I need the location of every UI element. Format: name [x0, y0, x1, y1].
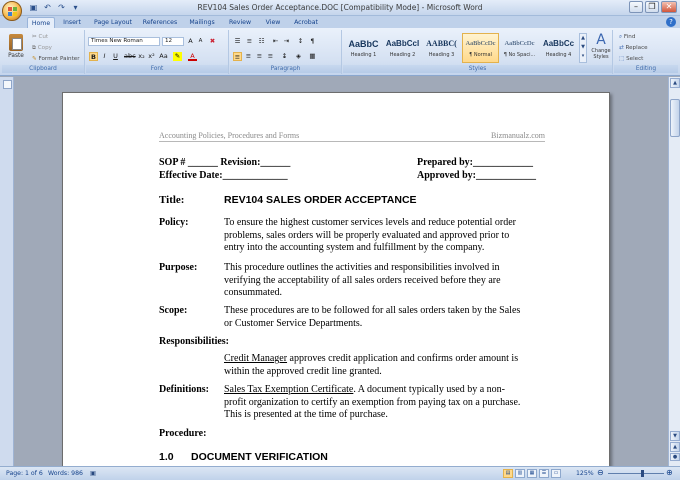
- purpose-line: This procedure outlines the activities and responsibilities involved in: [224, 262, 500, 273]
- paragraph-group-label: Paragraph: [230, 65, 341, 73]
- multilevel-list-icon[interactable]: ☷: [258, 37, 265, 45]
- outline-view-button[interactable]: ☰: [539, 469, 549, 478]
- word-count[interactable]: Words: 986: [48, 470, 83, 477]
- tab-review[interactable]: Review: [228, 19, 252, 26]
- redo-icon[interactable]: ↷: [58, 3, 65, 12]
- effective-date: Effective Date:_____________: [159, 170, 288, 181]
- tab-insert[interactable]: Insert: [63, 19, 81, 26]
- page-count[interactable]: Page: 1 of 6: [6, 470, 43, 477]
- copy-button[interactable]: ⧉ Copy: [32, 45, 52, 51]
- numbering-icon[interactable]: ≡: [246, 37, 253, 45]
- help-icon[interactable]: ?: [666, 17, 676, 27]
- responsibility-line: Credit Manager approves credit application and confirms order amount is: [224, 353, 519, 364]
- tab-view[interactable]: View: [265, 19, 281, 26]
- full-screen-view-button[interactable]: ▥: [515, 469, 525, 478]
- vertical-scrollbar[interactable]: [668, 77, 680, 466]
- grow-font-icon[interactable]: A: [188, 37, 193, 45]
- style-heading-1[interactable]: AaBbC Heading 1: [348, 39, 379, 58]
- decrease-indent-icon[interactable]: ⇤: [272, 37, 279, 45]
- change-case-icon[interactable]: Aa: [159, 52, 168, 60]
- header-right: Bizmanualz.com: [491, 131, 545, 140]
- ribbon-tabs: [0, 16, 680, 28]
- status-bar: [0, 466, 680, 480]
- font-color-icon[interactable]: A: [188, 52, 197, 61]
- definition-line: This is presented at the time of purchase.: [224, 409, 388, 420]
- highlight-icon[interactable]: ✎: [174, 52, 181, 60]
- brush-icon: ✎: [32, 56, 37, 62]
- vertical-ruler: [0, 77, 14, 466]
- document-title: REV104 SALES ORDER ACCEPTANCE: [224, 194, 417, 206]
- tab-page-layout[interactable]: Page Layout: [94, 19, 132, 26]
- clipboard-group-label: Clipboard: [2, 65, 84, 73]
- responsibility-line: within the approved credit line granted.: [224, 365, 382, 377]
- minimize-button[interactable]: –: [629, 1, 643, 13]
- change-styles-icon: A: [596, 32, 606, 48]
- clipboard-icon: [9, 34, 23, 51]
- zoom-slider[interactable]: [608, 473, 664, 474]
- line-spacing-icon[interactable]: ↨: [281, 52, 288, 60]
- align-center-icon[interactable]: ≡: [245, 52, 252, 60]
- sop-line: SOP # ______ Revision:______: [159, 157, 291, 168]
- zoom-out-icon[interactable]: ⊖: [597, 468, 604, 477]
- justify-icon[interactable]: ≡: [267, 52, 274, 60]
- tab-references[interactable]: References: [142, 19, 178, 26]
- styles-group: [343, 30, 613, 74]
- scissors-icon: ✂: [32, 34, 37, 40]
- undo-icon[interactable]: ↶: [44, 3, 51, 12]
- cut-button[interactable]: ✂ Cut: [32, 34, 49, 40]
- format-painter-button[interactable]: ✎ Format Painter: [32, 56, 80, 62]
- bullets-icon[interactable]: ☰: [234, 37, 241, 45]
- restore-button[interactable]: ❐: [645, 1, 659, 13]
- replace-button[interactable]: ⇄ Replace: [619, 45, 648, 51]
- shrink-font-icon[interactable]: A: [198, 38, 203, 44]
- sales-tax-term: Sales Tax Exemption Certificate: [224, 384, 354, 395]
- styles-group-label: Styles: [343, 65, 612, 73]
- draft-view-button[interactable]: ▭: [551, 469, 561, 478]
- purpose-line: consummated.: [224, 287, 283, 298]
- window-title: REV104 Sales Order Acceptance.DOC [Compatibility Mode] - Microsoft Word: [197, 3, 483, 12]
- tab-acrobat[interactable]: Acrobat: [294, 19, 318, 26]
- select-button[interactable]: ⬚ Select: [619, 56, 644, 62]
- borders-icon[interactable]: ▦: [309, 52, 316, 60]
- definition-line: Sales Tax Exemption Certificate. A document typically used by a non-: [224, 384, 505, 395]
- select-icon: ⬚: [619, 56, 625, 62]
- editing-group: [614, 30, 678, 74]
- purpose-line: verifying the acceptability of all sales orders received before they are: [224, 274, 501, 286]
- subscript-button[interactable]: x₂: [138, 52, 145, 60]
- ribbon: [0, 28, 680, 76]
- policy-label: Policy:: [159, 217, 189, 228]
- style-heading-3[interactable]: AABBC( Heading 3: [426, 39, 457, 58]
- scroll-down-button[interactable]: ▼: [670, 431, 680, 441]
- section-number: 1.0: [159, 451, 174, 463]
- paste-button[interactable]: Paste: [5, 32, 27, 64]
- header-rule: [159, 141, 545, 142]
- zoom-slider-thumb[interactable]: [641, 470, 644, 477]
- title-label: Title:: [159, 194, 185, 206]
- scroll-thumb[interactable]: [670, 99, 680, 137]
- credit-manager-term: Credit Manager: [224, 353, 288, 364]
- browse-object-button[interactable]: ●: [670, 453, 680, 461]
- scroll-up-button[interactable]: ▲: [670, 78, 680, 88]
- policy-line: To ensure the highest customer services levels and reduce potential order: [224, 217, 516, 228]
- zoom-level[interactable]: 125%: [576, 470, 594, 477]
- style-heading-4[interactable]: AaBbCc Heading 4: [542, 39, 575, 58]
- change-styles-button[interactable]: A Change Styles: [589, 32, 613, 64]
- tab-home[interactable]: Home: [27, 17, 55, 28]
- shading-icon[interactable]: ◈: [296, 52, 301, 60]
- editing-group-label: Editing: [614, 65, 678, 73]
- title-bar: [0, 0, 680, 16]
- strikethrough-button[interactable]: abc: [124, 52, 136, 60]
- style-heading-2[interactable]: AaBbCcI Heading 2: [385, 39, 420, 58]
- style-normal[interactable]: AaBbCcDc ¶ Normal: [462, 33, 499, 63]
- scope-label: Scope:: [159, 305, 188, 316]
- approved-by: Approved by:____________: [417, 170, 536, 181]
- save-icon[interactable]: ▣: [29, 3, 38, 12]
- superscript-button[interactable]: x²: [148, 52, 155, 60]
- header-left: Accounting Policies, Procedures and Forms: [159, 131, 300, 140]
- zoom-in-icon[interactable]: ⊕: [666, 468, 673, 477]
- replace-icon: ⇄: [619, 45, 624, 51]
- sort-icon[interactable]: ↕: [297, 37, 304, 45]
- policy-line: problems, sales orders will be properly evaluated and approved prior to: [224, 229, 510, 241]
- office-logo-icon: [8, 7, 17, 16]
- proofing-icon[interactable]: ▣: [90, 470, 96, 477]
- procedure-label: Procedure:: [159, 428, 207, 439]
- copy-icon: ⧉: [32, 45, 36, 51]
- policy-line: entry into the accounting system and fulfillment by the company.: [224, 242, 485, 253]
- prepared-by: Prepared by:____________: [417, 157, 534, 168]
- binoculars-icon: ⌕: [619, 34, 623, 40]
- definitions-label: Definitions:: [159, 384, 209, 395]
- underline-button[interactable]: U: [113, 52, 118, 60]
- customize-toolbar-icon[interactable]: ▾: [73, 3, 78, 12]
- clear-formatting-icon[interactable]: ✖: [209, 37, 216, 45]
- scope-line: or Customer Service Departments.: [224, 317, 363, 329]
- document-page[interactable]: [62, 92, 610, 480]
- ruler-toggle-button[interactable]: [3, 80, 12, 89]
- definition-line: profit organization to certify an exemption from paying tax on a purchase.: [224, 396, 521, 408]
- purpose-label: Purpose:: [159, 262, 198, 273]
- close-button[interactable]: ✕: [661, 1, 677, 13]
- paragraph-group: [230, 30, 342, 74]
- increase-indent-icon[interactable]: ⇥: [283, 37, 290, 45]
- align-left-icon[interactable]: ≡: [234, 53, 241, 61]
- clipboard-group: [2, 30, 85, 74]
- bold-button[interactable]: B: [89, 52, 98, 61]
- styles-gallery-scroll[interactable]: ▲ ▼ ▾: [579, 33, 587, 63]
- office-button[interactable]: [2, 1, 22, 21]
- section-title: DOCUMENT VERIFICATION: [191, 451, 328, 463]
- style-no-spacing[interactable]: AaBbCcDc ¶ No Spaci...: [503, 40, 536, 58]
- font-name-combo[interactable]: Times New Roman: [88, 37, 160, 46]
- previous-page-button[interactable]: ▲: [670, 442, 680, 452]
- italic-button[interactable]: I: [103, 52, 106, 60]
- print-layout-view-button[interactable]: ▤: [503, 469, 513, 478]
- font-group: [86, 30, 229, 74]
- show-formatting-icon[interactable]: ¶: [310, 37, 315, 45]
- font-size-combo[interactable]: 12: [162, 37, 184, 46]
- tab-mailings[interactable]: Mailings: [189, 19, 215, 26]
- web-layout-view-button[interactable]: ▦: [527, 469, 537, 478]
- find-button[interactable]: ⌕ Find: [619, 34, 636, 40]
- scope-line: These procedures are to be followed for all sales orders taken by the Sales: [224, 305, 521, 316]
- font-group-label: Font: [86, 65, 228, 73]
- responsibilities-label: Responsibilities:: [159, 336, 230, 347]
- align-right-icon[interactable]: ≡: [256, 52, 263, 60]
